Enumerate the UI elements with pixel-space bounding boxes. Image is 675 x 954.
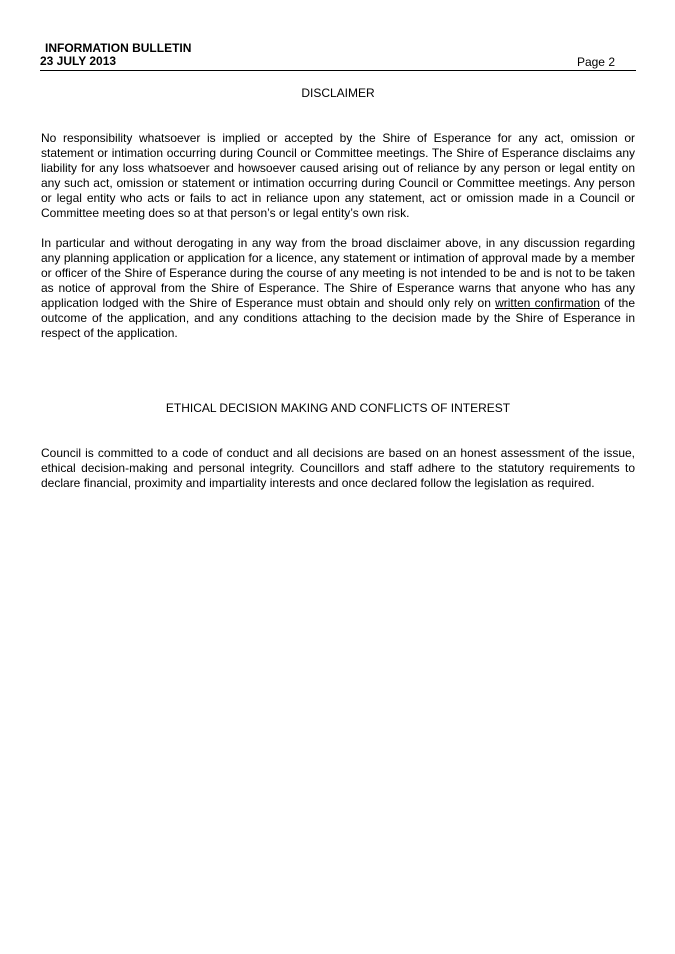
disclaimer-paragraph-2-end: of the outcome of the application, and any conditions attaching to the decision made by the Shire of Esperance in respect of the application. <box>41 296 636 340</box>
disclaimer-paragraph-2 <box>41 236 635 341</box>
ethics-heading: ETHICAL DECISION MAKING AND CONFLICTS OF INTEREST <box>165 401 511 415</box>
bulletin-date: 23 JULY 2013 <box>40 54 117 68</box>
written-confirmation-underlined: written confirmation <box>495 296 600 310</box>
page-header <box>40 40 636 71</box>
bulletin-title: INFORMATION BULLETIN <box>45 41 192 55</box>
ethics-paragraph: Council is committed to a code of conduct and all decisions are based on an honest assessment of the issue, ethical decision-making and personal integrity. Councillors and staff adhere to the statutory requirements to declare financial, proximity and impartiality interests and once declared follow the legislation as required. <box>41 446 635 490</box>
disclaimer-paragraph-1: No responsibility whatsoever is implied or accepted by the Shire of Esperance for any act, omission or statement or intimation occurring during Council or Committee meetings. The Shire of Esperance disclaims any liability for any loss whatsoever and howsoever caused arising out of reliance by any person or legal entity on any such act, omission or statement or intimation occurring during Council or Committee meetings. Any person or legal entity who acts or fails to act in reliance upon any statement, act or omission made in a Council or Committee meeting does so at that person’s or legal entity’s own risk. <box>41 131 635 220</box>
disclaimer-paragraph-2-start: In particular and without derogating in any way from the broad disclaimer above, in any discussion regarding any planning application or application for a licence, any statement or intimation of approval made by a member or officer of the Shire of Esperance during the course of any meeting is not intended to be and is not to be taken as notice of approval from the Shire of Esperance. The Shire of Esperance warns that anyone who has any application lodged with the Shire of Esperance must obtain and should only rely on <box>41 236 635 310</box>
document-body <box>41 86 635 491</box>
disclaimer-heading: DISCLAIMER <box>301 86 375 100</box>
page-number: Page 2 <box>576 55 615 69</box>
